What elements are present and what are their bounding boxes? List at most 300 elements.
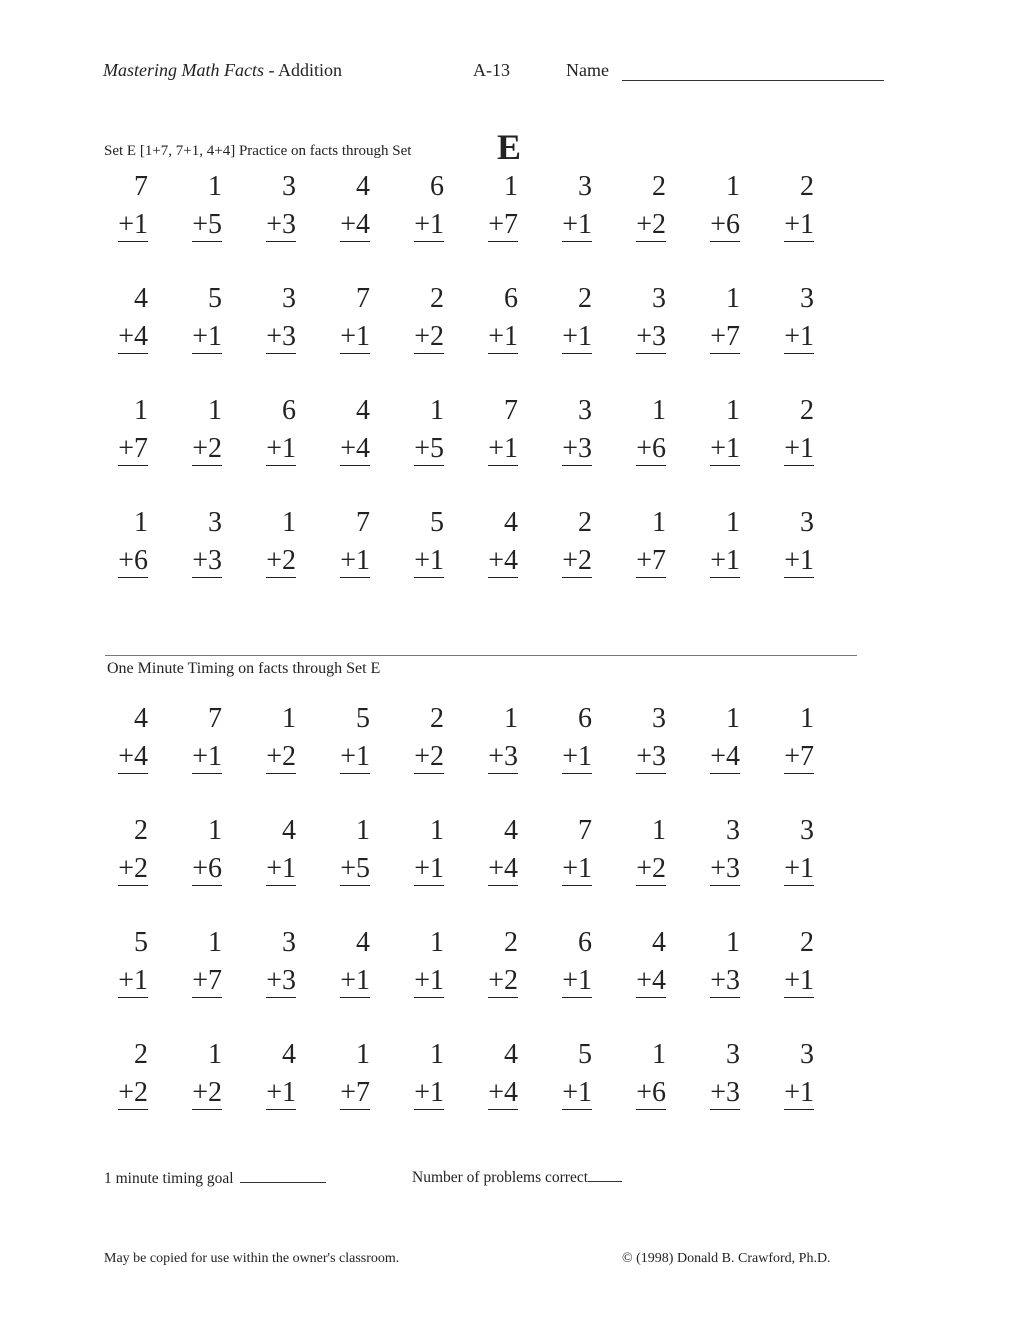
problem-addend-bottom: +1 [414,209,444,240]
problem-addend-bottom: +1 [784,545,814,576]
addition-problem [258,504,332,579]
problem-addend-bottom-wrap [776,542,850,580]
problem-addend-bottom: +3 [562,433,592,464]
problem-addend-bottom: +2 [266,545,296,576]
addition-problem [628,1036,702,1111]
problem-addend-bottom: +6 [636,1077,666,1108]
problem-addend-bottom-wrap [184,738,258,776]
problem-addend-top: 5 [430,507,444,538]
problem-addend-bottom: +1 [562,1077,592,1108]
problem-addend-top: 3 [282,283,296,314]
problem-addend-top: 1 [430,395,444,426]
problem-addend-bottom: +6 [118,545,148,576]
problem-addend-bottom-wrap [480,850,554,888]
problem-addend-top: 3 [800,1039,814,1070]
problem-addend-bottom: +4 [710,741,740,772]
problem-addend-bottom-wrap [184,318,258,356]
problem-addend-bottom: +1 [266,853,296,884]
problem-addend-bottom: +1 [414,853,444,884]
problem-addend-bottom-wrap [110,430,184,468]
problem-addend-bottom-wrap [332,318,406,356]
problem-addend-bottom-wrap [702,1074,776,1112]
problem-addend-bottom: +7 [340,1077,370,1108]
problem-addend-top: 4 [356,171,370,202]
problem-addend-top: 1 [726,283,740,314]
problem-addend-top: 1 [726,927,740,958]
timing-section-label: One Minute Timing on facts through Set E [107,660,381,677]
problem-row [110,280,855,355]
problem-addend-bottom-wrap [258,542,332,580]
problem-addend-bottom: +4 [340,433,370,464]
problem-addend-top: 2 [800,395,814,426]
problem-row [110,1036,855,1111]
addition-problem [702,812,776,887]
problem-addend-bottom: +3 [488,741,518,772]
problem-addend-bottom-wrap [776,206,850,244]
problem-addend-bottom: +3 [266,209,296,240]
problem-addend-bottom-wrap [332,206,406,244]
worksheet-code: A-13 [473,60,510,80]
problem-addend-top: 2 [578,283,592,314]
addition-problem [110,700,184,775]
problem-addend-bottom-wrap [184,1074,258,1112]
addition-problem [406,280,480,355]
addition-problem [406,504,480,579]
problem-addend-top: 1 [504,703,518,734]
addition-problem [628,700,702,775]
problem-row [110,700,855,775]
problem-addend-top: 1 [134,395,148,426]
problem-addend-bottom: +1 [340,545,370,576]
problem-addend-bottom-wrap [776,430,850,468]
timing-problems-grid [110,700,855,1148]
problem-addend-bottom-wrap [554,542,628,580]
problem-addend-top: 1 [134,507,148,538]
problem-addend-top: 3 [800,507,814,538]
problem-addend-bottom: +1 [784,321,814,352]
problem-addend-top: 5 [578,1039,592,1070]
problem-addend-bottom: +2 [266,741,296,772]
problem-addend-bottom-wrap [480,206,554,244]
problem-addend-bottom: +1 [710,433,740,464]
problem-addend-top: 1 [282,703,296,734]
addition-problem [332,1036,406,1111]
addition-problem [184,168,258,243]
addition-problem [258,924,332,999]
problem-addend-top: 3 [578,171,592,202]
addition-problem [480,280,554,355]
addition-problem [480,700,554,775]
problem-addend-bottom: +7 [784,741,814,772]
problem-addend-top: 7 [134,171,148,202]
addition-problem [406,700,480,775]
addition-problem [480,1036,554,1111]
problem-addend-top: 2 [430,703,444,734]
problem-addend-top: 4 [282,1039,296,1070]
problem-addend-bottom: +3 [710,853,740,884]
problem-addend-bottom-wrap [184,962,258,1000]
problem-addend-bottom-wrap [776,738,850,776]
problem-addend-bottom-wrap [258,1074,332,1112]
addition-problem [554,812,628,887]
problem-addend-top: 2 [134,1039,148,1070]
addition-problem [480,504,554,579]
addition-problem [406,812,480,887]
addition-problem [110,280,184,355]
problem-addend-bottom: +1 [266,1077,296,1108]
timing-goal-label: 1 minute timing goal [104,1170,234,1187]
problems-correct-label: Number of problems correct [412,1169,589,1186]
problem-addend-bottom: +1 [414,965,444,996]
problem-addend-top: 3 [652,283,666,314]
addition-problem [406,924,480,999]
problem-addend-bottom: +1 [192,321,222,352]
problem-addend-bottom: +7 [636,545,666,576]
practice-set-label: Set E [1+7, 7+1, 4+4] Practice on facts through Set [104,143,412,159]
problem-addend-bottom: +3 [266,321,296,352]
problem-addend-bottom-wrap [406,430,480,468]
problem-addend-top: 2 [652,171,666,202]
problem-addend-bottom: +4 [488,853,518,884]
problem-addend-bottom-wrap [258,962,332,1000]
problems-correct-blank[interactable] [588,1181,622,1182]
problem-addend-bottom-wrap [406,318,480,356]
problem-addend-bottom: +1 [488,433,518,464]
problem-addend-bottom-wrap [110,962,184,1000]
problem-addend-bottom: +1 [488,321,518,352]
problem-addend-bottom: +1 [340,741,370,772]
problem-addend-top: 1 [726,171,740,202]
addition-problem [110,168,184,243]
problem-addend-bottom-wrap [628,430,702,468]
problem-addend-bottom: +2 [488,965,518,996]
problem-addend-top: 1 [208,927,222,958]
name-blank-line[interactable] [622,80,884,81]
title-series: Mastering Math Facts [103,60,264,80]
problem-addend-top: 6 [430,171,444,202]
addition-problem [776,392,850,467]
problem-addend-bottom-wrap [258,206,332,244]
problem-addend-bottom: +6 [710,209,740,240]
problem-addend-bottom-wrap [776,318,850,356]
addition-problem [258,700,332,775]
problem-addend-bottom-wrap [110,206,184,244]
problem-addend-bottom: +1 [340,965,370,996]
problem-addend-bottom: +2 [192,1077,222,1108]
problem-addend-top: 1 [208,395,222,426]
problem-addend-top: 2 [430,283,444,314]
addition-problem [258,280,332,355]
addition-problem [554,392,628,467]
title-subject: - Addition [263,60,342,80]
problem-addend-top: 1 [726,703,740,734]
problem-addend-bottom-wrap [628,206,702,244]
problem-addend-top: 1 [652,1039,666,1070]
problem-addend-bottom: +3 [710,1077,740,1108]
problem-addend-bottom: +1 [414,1077,444,1108]
problem-addend-bottom: +1 [562,965,592,996]
problem-addend-bottom: +7 [118,433,148,464]
problem-addend-bottom: +1 [784,433,814,464]
problem-addend-bottom-wrap [406,206,480,244]
problem-addend-top: 1 [208,815,222,846]
problem-addend-bottom: +3 [636,741,666,772]
problem-addend-bottom: +4 [488,1077,518,1108]
problem-addend-bottom-wrap [554,1074,628,1112]
addition-problem [628,280,702,355]
addition-problem [776,504,850,579]
problem-addend-bottom: +4 [636,965,666,996]
practice-problems-grid [110,168,855,616]
problem-addend-bottom-wrap [110,542,184,580]
problem-addend-bottom-wrap [258,738,332,776]
addition-problem [554,924,628,999]
addition-problem [480,168,554,243]
problem-addend-top: 1 [652,395,666,426]
addition-problem [110,924,184,999]
problem-addend-bottom-wrap [702,738,776,776]
problem-addend-top: 1 [430,927,444,958]
addition-problem [110,392,184,467]
addition-problem [554,1036,628,1111]
problem-addend-bottom: +1 [340,321,370,352]
problem-addend-top: 2 [504,927,518,958]
addition-problem [776,700,850,775]
problem-addend-bottom: +6 [192,853,222,884]
problem-addend-top: 1 [504,171,518,202]
problem-addend-top: 2 [800,171,814,202]
problem-addend-top: 1 [726,507,740,538]
problem-addend-bottom: +1 [118,965,148,996]
problem-addend-bottom: +1 [562,321,592,352]
problem-addend-top: 6 [578,927,592,958]
problem-addend-bottom-wrap [406,962,480,1000]
addition-problem [110,1036,184,1111]
problem-addend-bottom: +4 [340,209,370,240]
problem-addend-bottom: +1 [784,209,814,240]
problem-addend-top: 4 [652,927,666,958]
addition-problem [258,812,332,887]
addition-problem [332,812,406,887]
addition-problem [406,168,480,243]
set-letter: E [497,127,522,167]
problem-addend-top: 1 [430,1039,444,1070]
problem-addend-bottom: +2 [414,321,444,352]
problem-addend-bottom-wrap [406,1074,480,1112]
problem-addend-bottom: +1 [118,209,148,240]
addition-problem [480,392,554,467]
problem-addend-bottom-wrap [554,430,628,468]
problem-addend-bottom-wrap [628,962,702,1000]
problem-addend-top: 7 [208,703,222,734]
addition-problem [332,924,406,999]
problem-addend-bottom: +2 [118,853,148,884]
problem-addend-top: 7 [356,507,370,538]
section-divider [105,655,857,656]
problem-addend-top: 7 [504,395,518,426]
addition-problem [110,812,184,887]
problem-addend-top: 2 [578,507,592,538]
problem-addend-bottom-wrap [332,962,406,1000]
problem-addend-bottom-wrap [184,430,258,468]
problem-addend-bottom: +1 [266,433,296,464]
problem-addend-bottom: +1 [784,853,814,884]
problem-addend-bottom: +4 [118,741,148,772]
problem-addend-bottom-wrap [776,850,850,888]
problem-addend-bottom: +2 [414,741,444,772]
problem-row [110,168,855,243]
problem-addend-top: 1 [282,507,296,538]
problem-addend-bottom-wrap [480,962,554,1000]
problem-addend-bottom-wrap [702,542,776,580]
timing-goal-blank[interactable] [240,1182,326,1183]
problem-addend-bottom: +1 [784,965,814,996]
problem-addend-top: 2 [800,927,814,958]
problem-addend-top: 5 [208,283,222,314]
problem-addend-bottom: +1 [562,741,592,772]
problem-addend-bottom: +2 [118,1077,148,1108]
problem-addend-bottom-wrap [184,542,258,580]
problem-addend-bottom: +7 [192,965,222,996]
problem-addend-bottom-wrap [628,850,702,888]
problem-addend-bottom: +1 [192,741,222,772]
problem-addend-bottom: +5 [414,433,444,464]
problem-addend-bottom-wrap [406,850,480,888]
problem-addend-top: 1 [726,395,740,426]
problem-addend-bottom: +3 [192,545,222,576]
problem-addend-bottom-wrap [702,962,776,1000]
problem-addend-bottom: +3 [636,321,666,352]
addition-problem [554,280,628,355]
problem-addend-bottom-wrap [110,318,184,356]
problem-addend-bottom-wrap [702,318,776,356]
problem-addend-top: 1 [208,1039,222,1070]
problem-addend-top: 3 [726,1039,740,1070]
problem-row [110,392,855,467]
problem-addend-bottom-wrap [258,318,332,356]
problem-addend-bottom-wrap [332,1074,406,1112]
problem-addend-top: 4 [134,283,148,314]
problem-addend-top: 4 [134,703,148,734]
addition-problem [702,504,776,579]
problem-addend-bottom-wrap [110,1074,184,1112]
problem-addend-top: 3 [578,395,592,426]
addition-problem [554,504,628,579]
copyright-notice: © (1998) Donald B. Crawford, Ph.D. [622,1251,831,1266]
addition-problem [628,924,702,999]
addition-problem [702,168,776,243]
problem-addend-top: 4 [504,507,518,538]
addition-problem [702,700,776,775]
problem-addend-bottom-wrap [628,1074,702,1112]
problem-addend-bottom-wrap [554,318,628,356]
addition-problem [184,1036,258,1111]
addition-problem [406,1036,480,1111]
addition-problem [628,168,702,243]
problem-addend-bottom-wrap [628,318,702,356]
problem-addend-top: 1 [356,1039,370,1070]
problem-addend-bottom-wrap [702,850,776,888]
problem-addend-bottom: +4 [488,545,518,576]
problem-addend-bottom-wrap [480,430,554,468]
problem-row [110,504,855,579]
problem-addend-top: 3 [208,507,222,538]
timing-goal [104,1170,326,1188]
problem-addend-bottom-wrap [332,850,406,888]
problem-row [110,924,855,999]
addition-problem [406,392,480,467]
problem-addend-top: 6 [578,703,592,734]
addition-problem [702,280,776,355]
addition-problem [776,924,850,999]
problem-addend-bottom: +3 [266,965,296,996]
problem-addend-top: 3 [726,815,740,846]
addition-problem [258,392,332,467]
problem-addend-bottom: +7 [710,321,740,352]
problem-addend-bottom-wrap [628,738,702,776]
addition-problem [480,924,554,999]
addition-problem [776,168,850,243]
problem-addend-bottom-wrap [702,206,776,244]
problem-addend-top: 3 [282,171,296,202]
addition-problem [110,504,184,579]
problem-addend-top: 1 [800,703,814,734]
problem-addend-top: 1 [356,815,370,846]
problem-addend-bottom: +1 [562,853,592,884]
problem-addend-bottom-wrap [110,850,184,888]
problem-row [110,812,855,887]
addition-problem [332,168,406,243]
addition-problem [258,1036,332,1111]
problem-addend-bottom: +6 [636,433,666,464]
problem-addend-top: 1 [430,815,444,846]
problem-addend-bottom-wrap [480,318,554,356]
problem-addend-top: 7 [356,283,370,314]
problem-addend-bottom: +2 [636,853,666,884]
addition-problem [702,392,776,467]
problem-addend-bottom: +5 [340,853,370,884]
addition-problem [332,392,406,467]
problem-addend-top: 1 [208,171,222,202]
addition-problem [332,700,406,775]
problem-addend-top: 3 [282,927,296,958]
problem-addend-top: 6 [504,283,518,314]
problem-addend-bottom-wrap [184,206,258,244]
problem-addend-bottom: +1 [710,545,740,576]
addition-problem [554,168,628,243]
problem-addend-top: 4 [356,927,370,958]
problem-addend-top: 2 [134,815,148,846]
addition-problem [332,280,406,355]
problem-addend-bottom-wrap [554,850,628,888]
problem-addend-top: 7 [578,815,592,846]
addition-problem [776,1036,850,1111]
problem-addend-bottom-wrap [110,738,184,776]
name-label: Name [566,60,609,80]
problem-addend-bottom-wrap [554,206,628,244]
problems-correct [412,1169,622,1187]
problem-addend-bottom-wrap [480,738,554,776]
problem-addend-bottom-wrap [406,738,480,776]
addition-problem [184,924,258,999]
addition-problem [628,504,702,579]
problem-addend-bottom-wrap [406,542,480,580]
addition-problem [184,392,258,467]
addition-problem [184,812,258,887]
problem-addend-bottom-wrap [776,962,850,1000]
problem-addend-top: 4 [356,395,370,426]
addition-problem [480,812,554,887]
